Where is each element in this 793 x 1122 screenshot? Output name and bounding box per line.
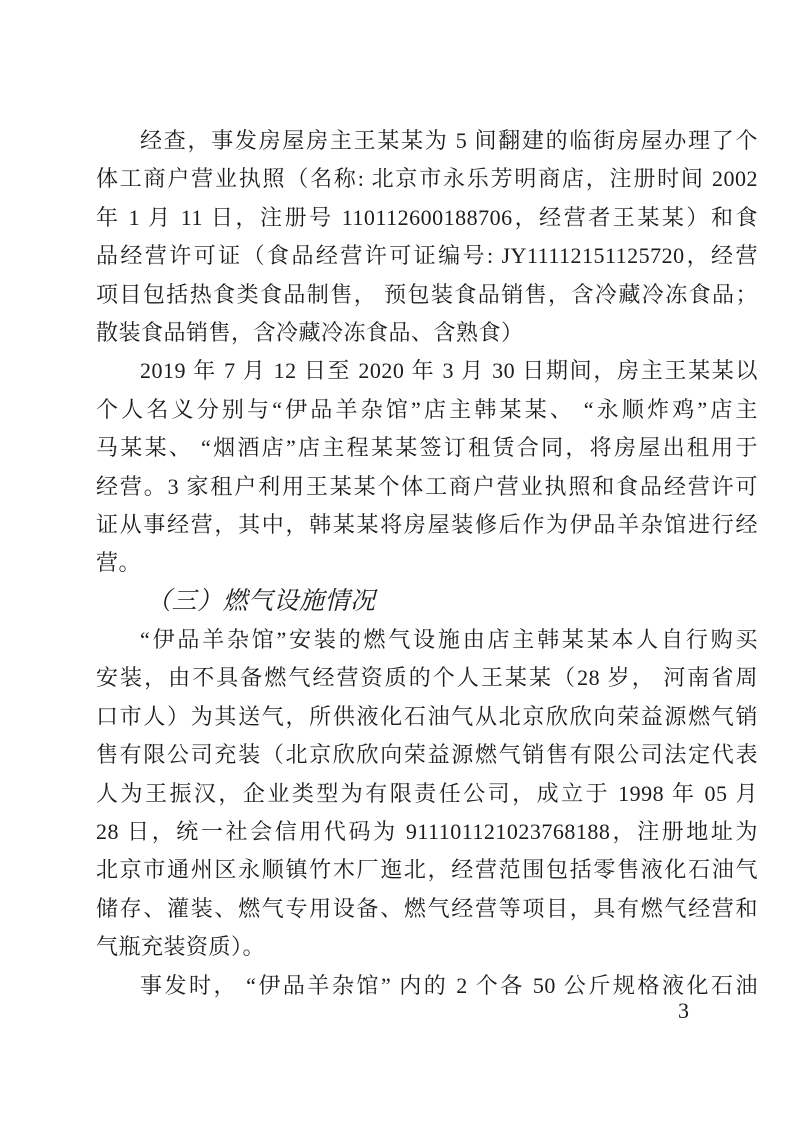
text-line: 年 1 月 11 日，注册号 110112600188706，经营者王某某）和食 xyxy=(96,204,758,230)
text-line: 体工商户营业执照（名称: 北京市永乐芳明商店，注册时间 2002 xyxy=(96,166,758,192)
text-line: “伊品羊杂馆”安装的燃气设施由店主韩某某本人自行购买 xyxy=(140,627,758,653)
text-line: 安装，由不具备燃气经营资质的个人王某某（28 岁， 河南省周 xyxy=(96,665,758,691)
text-line: 营。 xyxy=(96,550,142,576)
text-line: 品经营许可证（食品经营许可证编号: JY11112151125720，经营 xyxy=(96,243,758,269)
text-line: 28 日，统一社会信用代码为 911101121023768188，注册地址为 xyxy=(96,819,758,845)
text-line: 个人名义分别与“伊品羊杂馆”店主韩某某、 “永顺炸鸡”店主 xyxy=(96,396,758,422)
document-body xyxy=(96,122,758,1005)
page-number: 3 xyxy=(678,998,689,1023)
text-line: 证从事经营，其中，韩某某将房屋装修后作为伊品羊杂馆进行经 xyxy=(96,511,758,537)
text-line: 经营。3 家租户利用王某某个体工商户营业执照和食品经营许可 xyxy=(96,473,758,499)
text-line: 北京市通州区永顺镇竹木厂迤北，经营范围包括零售液化石油气 xyxy=(96,857,758,883)
text-line: 口市人）为其送气，所供液化石油气从北京欣欣向荣益源燃气销 xyxy=(96,703,758,729)
text-line: 售有限公司充装（北京欣欣向荣益源燃气销售有限公司法定代表 xyxy=(96,742,758,768)
text-line: 人为王振汉，企业类型为有限责任公司，成立于 1998 年 05 月 xyxy=(96,780,758,806)
text-line: 事发时， “伊品羊杂馆” 内的 2 个各 50 公斤规格液化石油 xyxy=(140,972,758,998)
text-line: 项目包括热食类食品制售， 预包装食品销售，含冷藏冷冻食品； xyxy=(96,281,758,307)
text-line: 2019 年 7 月 12 日至 2020 年 3 月 30 日期间，房主王某某以 xyxy=(140,358,758,384)
text-line: 马某某、 “烟酒店”店主程某某签订租赁合同，将房屋出租用于 xyxy=(96,435,758,461)
section-heading: （三）燃气设施情况 xyxy=(146,587,376,615)
text-line: 经查，事发房屋房主王某某为 5 间翻建的临街房屋办理了个 xyxy=(140,128,758,153)
text-line: 气瓶充装资质）。 xyxy=(96,934,266,960)
text-line: 散装食品销售，含冷藏冷冻食品、含熟食） xyxy=(96,319,524,345)
text-line: 储存、灌装、燃气专用设备、燃气经营等项目，具有燃气经营和 xyxy=(96,895,758,921)
